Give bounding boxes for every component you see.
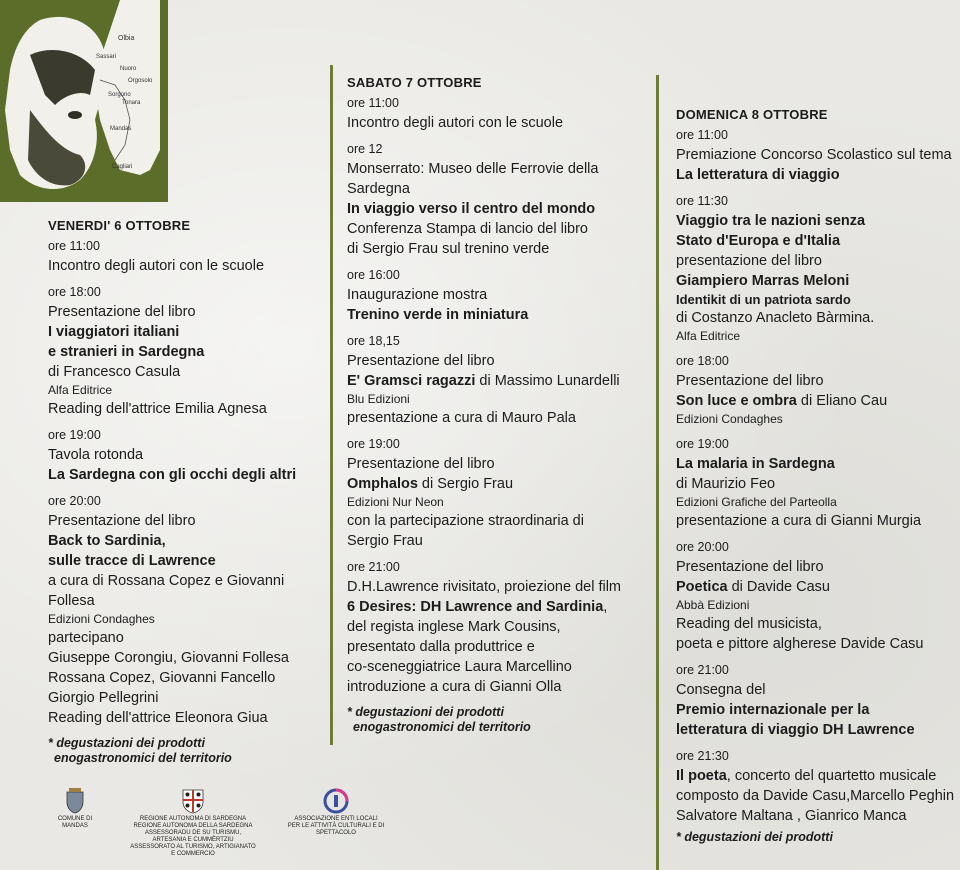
day-heading: VENERDI' 6 OTTOBRE	[48, 218, 191, 233]
publisher: Alfa Editrice	[676, 329, 741, 343]
event-line: Presentazione del libro	[676, 373, 824, 389]
book-title: Son luce e ombra	[676, 393, 797, 409]
event-line: del regista inglese Mark Cousins,	[347, 619, 561, 635]
event-line: Rossana Copez, Giovanni Fancello	[48, 670, 276, 686]
event-line: di Francesco Casula	[48, 364, 181, 380]
event-time: ore 20:00	[676, 540, 729, 554]
event-line	[347, 371, 657, 391]
event-line	[676, 766, 956, 786]
friday-program	[48, 216, 333, 766]
book-title: e stranieri in Sardegna	[48, 344, 205, 360]
event-title: Il poeta	[676, 768, 727, 784]
sponsor-mandas	[50, 788, 100, 830]
book-title: La malaria in Sardegna	[676, 456, 835, 472]
event-time: ore 18:00	[676, 354, 729, 368]
note-line: * degustazioni dei prodotti	[48, 736, 205, 750]
sponsor-label: COMUNE DI MANDAS	[57, 816, 93, 829]
event-line: Incontro degli autori con le scuole	[48, 258, 265, 274]
publisher: Alfa Editrice	[48, 383, 113, 397]
event-line: di Costanzo Anacleto Bàrmina.	[676, 310, 875, 326]
note-line: enogastronomici del territorio	[54, 751, 232, 765]
event-title: Stato d'Europa e d'Italia	[676, 233, 841, 249]
map-label: Orgosolo	[128, 78, 153, 84]
map-label: Mandas	[110, 126, 132, 132]
publisher: Edizioni Condaghes	[48, 612, 155, 626]
event-time: ore 16:00	[347, 268, 400, 282]
event-line: presentazione a cura di Gianni Murgia	[676, 513, 922, 529]
map-label: Olbia	[118, 35, 135, 42]
publisher: Edizioni Grafiche del Parteolla	[676, 495, 837, 509]
sponsor-label: ASSOCIAZIONE ENTI LOCALI	[294, 816, 378, 822]
book-author: di Eliano Cau	[796, 393, 888, 409]
event-line: Presentazione del libro	[48, 304, 196, 320]
book-title: Omphalos	[347, 476, 418, 492]
event-title: In viaggio verso il centro del mondo	[347, 201, 596, 217]
event-time: ore 19:00	[48, 428, 101, 442]
event-title: La letteratura di viaggio	[676, 167, 840, 183]
event-time: ore 18,15	[347, 334, 400, 348]
event-line	[676, 391, 956, 411]
book-title: E' Gramsci ragazzi	[347, 373, 476, 389]
punctuation: ,	[603, 599, 608, 615]
publisher: Edizioni Condaghes	[676, 412, 783, 426]
lawrence-map-illustration	[0, 0, 168, 202]
sponsor-label: PER LE ATTIVITÀ CULTURALI E DI SPETTACOLO	[287, 823, 385, 836]
book-title: Poetica	[676, 579, 728, 595]
event-line: di Sergio Frau sul trenino verde	[347, 241, 550, 257]
event-line: Salvatore Maltana , Gianrico Manca	[676, 808, 907, 824]
day-heading: SABATO 7 OTTOBRE	[347, 75, 482, 90]
festival-logo	[0, 0, 168, 202]
event-title: Trenino verde in miniatura	[347, 307, 529, 323]
event-line: a cura di Rossana Copez e Giovanni Follesa	[48, 573, 285, 609]
sponsor-label: ASSESSORATO AL TURISMO, ARTIGIANATO E COMMERCIO	[130, 844, 256, 857]
map-label: Tonara	[122, 100, 141, 106]
event-line: Tavola rotonda	[48, 447, 144, 463]
event-line	[347, 474, 657, 494]
map-label: Sassari	[96, 54, 117, 60]
publisher: Edizioni Nur Neon	[347, 495, 444, 509]
map-label: Nuoro	[120, 66, 137, 72]
event-desc: , concerto del quartetto musicale	[726, 768, 937, 784]
event-line: co-sceneggiatrice Laura Marcellino	[347, 659, 572, 675]
regione-sardegna-icon	[181, 788, 205, 814]
award-title: Premio internazionale per la	[676, 702, 870, 718]
sponsor-regione	[128, 788, 258, 858]
event-line: D.H.Lawrence rivisitato, proiezione del film	[347, 579, 621, 595]
event-line: composto da Davide Casu,Marcello Peghin	[676, 788, 955, 804]
event-time: ore 18:00	[48, 285, 101, 299]
film-title: 6 Desires: DH Lawrence and Sardinia	[347, 599, 604, 615]
award-title: letteratura di viaggio DH Lawrence	[676, 722, 915, 738]
sponsor-associazione	[283, 788, 389, 837]
event-line: Presentazione del libro	[676, 559, 824, 575]
event-line: Giorgio Pellegrini	[48, 690, 159, 706]
tasting-note	[347, 705, 657, 735]
event-line: Sergio Frau	[347, 533, 423, 549]
event-line: Reading dell'attrice Emilia Agnesa	[48, 401, 267, 417]
event-time: ore 19:00	[347, 437, 400, 451]
associazione-logo-icon	[323, 788, 349, 814]
sunday-program	[676, 105, 956, 845]
event-time: ore 12	[347, 142, 383, 156]
event-line: Presentazione del libro	[48, 513, 196, 529]
day-heading: DOMENICA 8 OTTOBRE	[676, 107, 828, 122]
event-line: poeta e pittore algherese Davide Casu	[676, 636, 924, 652]
event-time: ore 11:30	[676, 194, 728, 208]
event-line: presentazione del libro	[676, 253, 822, 269]
note-line: enogastronomici del territorio	[353, 720, 531, 734]
event-line: Presentazione del libro	[347, 353, 495, 369]
book-title: sulle tracce di Lawrence	[48, 553, 216, 569]
event-time: ore 21:30	[676, 749, 729, 763]
event-time: ore 21:00	[347, 560, 400, 574]
event-line: Giuseppe Corongiu, Giovanni Follesa	[48, 650, 289, 666]
note-line: * degustazioni dei prodotti	[347, 705, 504, 719]
event-title: La Sardegna con gli occhi degli altri	[48, 467, 297, 483]
book-author: di Sergio Frau	[417, 476, 514, 492]
event-line: partecipano	[48, 630, 124, 646]
coat-of-arms-icon	[65, 788, 85, 814]
book-author: di Davide Casu	[727, 579, 830, 595]
book-author: di Massimo Lunardelli	[475, 373, 620, 389]
map-label: Cagliari	[112, 164, 133, 170]
event-line: Inaugurazione mostra	[347, 287, 488, 303]
event-line: presentato dalla produttrice e	[347, 639, 535, 655]
event-time: ore 20:00	[48, 494, 101, 508]
publisher: Abbà Edizioni	[676, 598, 750, 612]
author-name: Giampiero Marras Meloni	[676, 273, 850, 289]
event-line: Monserrato: Museo delle Ferrovie della Sardegna	[347, 161, 599, 197]
event-time: ore 21:00	[676, 663, 729, 677]
event-line	[676, 577, 956, 597]
tasting-note	[48, 736, 333, 766]
event-line	[347, 597, 657, 617]
event-line: con la partecipazione straordinaria di	[347, 513, 584, 529]
event-line: Presentazione del libro	[347, 456, 495, 472]
event-line: introduzione a cura di Gianni Olla	[347, 679, 562, 695]
event-line: Reading del musicista,	[676, 616, 822, 632]
event-line: di Maurizio Feo	[676, 476, 776, 492]
book-title: I viaggiatori italiani	[48, 324, 180, 340]
event-time: ore 11:00	[676, 128, 728, 142]
map-label: Sorgono	[108, 92, 131, 98]
book-title: Back to Sardinia,	[48, 533, 166, 549]
saturday-program	[347, 73, 657, 735]
event-line: Reading dell'attrice Eleonora Giua	[48, 710, 268, 726]
event-time: ore 19:00	[676, 437, 729, 451]
book-title: Identikit di un patriota sardo	[676, 292, 851, 307]
event-line: Consegna del	[676, 682, 766, 698]
event-time: ore 11:00	[347, 96, 399, 110]
event-line: Conferenza Stampa di lancio del libro	[347, 221, 588, 237]
event-title: Viaggio tra le nazioni senza	[676, 213, 866, 229]
event-line: Premiazione Concorso Scolastico sul tema	[676, 147, 952, 163]
sponsor-label: REGIONE AUTONOMA DI SARDEGNA	[139, 816, 247, 822]
tasting-note: * degustazioni dei prodotti	[676, 830, 833, 844]
publisher: Blu Edizioni	[347, 392, 410, 406]
event-time: ore 11:00	[48, 239, 100, 253]
sponsor-label: ASSESSORADU DE SU TURISMU, ARTESANIA E CUMMÈRTZIU	[144, 830, 242, 843]
event-line: Incontro degli autori con le scuole	[347, 115, 564, 131]
sponsor-label: REGIONE AUTONOMA DELLA SARDEGNA	[133, 823, 253, 829]
event-line: presentazione a cura di Mauro Pala	[347, 410, 576, 426]
